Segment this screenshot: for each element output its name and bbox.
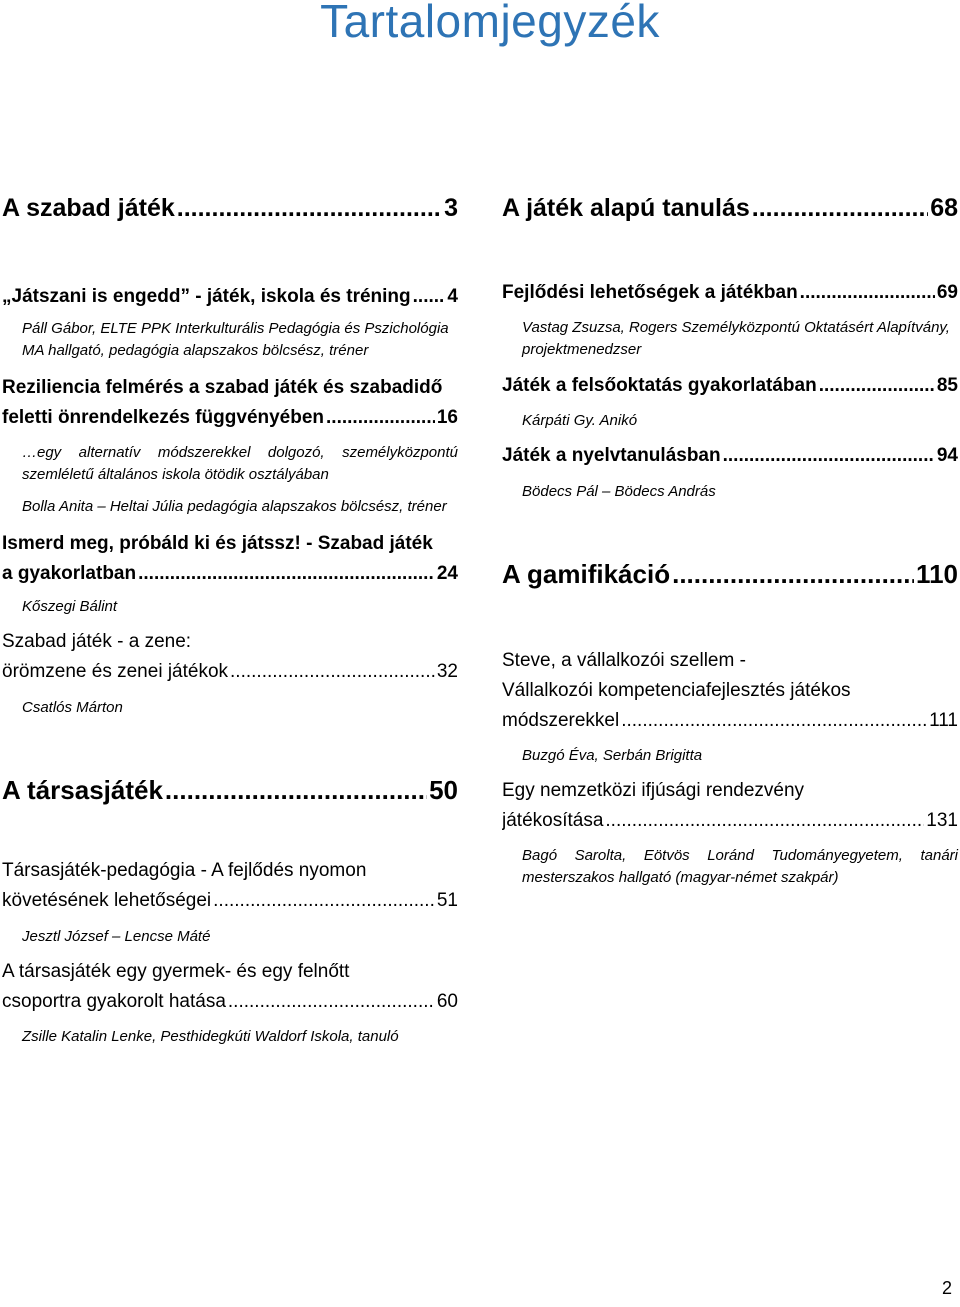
toc-entry-title: csoportra gyakorolt hatása: [2, 991, 226, 1012]
toc-entry-szabad-jatek-zene[interactable]: [2, 627, 458, 687]
toc-section-title: A gamifikáció: [502, 559, 671, 589]
toc-author: Buzgó Éva, Serbán Brigitta: [522, 747, 703, 764]
note-line: szemléletű általános iskola ötödik osztályában: [22, 466, 329, 483]
author-line: projektmenedzser: [522, 341, 642, 358]
page-number: 2: [941, 1278, 952, 1298]
toc-page-number: 3: [444, 194, 458, 222]
toc-section-title: A szabad játék: [2, 194, 175, 222]
toc-leader: [165, 775, 427, 805]
toc-entry-title: A társasjáték egy gyermek- és egy felnőtt: [2, 961, 350, 982]
toc-section-title: A társasjáték: [2, 775, 163, 805]
toc-author: Csatlós Márton: [22, 699, 123, 716]
toc-leader: [621, 706, 927, 736]
toc-page-number: 111: [929, 710, 958, 731]
toc-leader: [605, 806, 924, 836]
toc-author: Kőszegi Bálint: [22, 598, 118, 615]
toc-entry-title: „Játszani is engedd” - játék, iskola és tréning: [2, 286, 411, 307]
toc-page-number: 4: [447, 286, 458, 307]
toc-section-title: A játék alapú tanulás: [502, 194, 750, 222]
toc-entry-title: követésének lehetőségei: [2, 890, 212, 911]
toc-entry-tarsasjatek-pedagogia[interactable]: [2, 856, 458, 916]
toc-section-tarsasjatek[interactable]: [2, 775, 458, 805]
toc-page-number: 16: [436, 407, 458, 428]
toc-author: [22, 318, 458, 362]
toc-page-number: 50: [429, 775, 458, 805]
toc-entry-ismerd-meg[interactable]: [2, 529, 458, 589]
toc-entry-title: feletti önrendelkezés függvényében: [2, 407, 325, 428]
toc-entry-title: Egy nemzetközi ifjúsági rendezvény: [502, 780, 805, 801]
toc-section-gamifikacio[interactable]: [502, 559, 958, 589]
toc-entry-title: Ismerd meg, próbáld ki és játssz! - Szabad játék: [2, 533, 433, 554]
toc-entry-title: Szabad játék - a zene:: [2, 631, 192, 652]
author-line: MA hallgató, pedagógia alapszakos bölcsész, tréner: [22, 342, 369, 359]
toc-entry-line: [2, 373, 458, 403]
toc-entry-nyelvtanulas[interactable]: [502, 441, 958, 471]
toc-page-number: 51: [436, 890, 458, 911]
toc-entry-title: Játék a felsőoktatás gyakorlatában: [502, 375, 817, 396]
toc-leader: [800, 278, 935, 308]
toc-section-jatek-alapu-tanulas[interactable]: [502, 193, 958, 223]
toc-entry-title: Reziliencia felmérés a szabad játék és szabadidő: [2, 377, 443, 398]
toc-author: Zsille Katalin Lenke, Pesthidegkúti Waldorf Iskola, tanuló: [22, 1028, 399, 1045]
author-line: mesterszakos hallgató (magyar-német szakpár): [522, 869, 839, 886]
toc-entry-title: a gyakorlatban: [2, 563, 137, 584]
toc-leader: [723, 441, 935, 471]
toc-page-number: 131: [926, 810, 958, 831]
toc-note: [22, 442, 458, 486]
toc-author: Kárpáti Gy. Anikó: [522, 412, 638, 429]
toc-page-number: 69: [936, 282, 958, 303]
toc-page-number: 60: [436, 991, 458, 1012]
toc-leader: [230, 657, 435, 687]
toc-section-szabad-jatek[interactable]: [2, 193, 458, 223]
toc-entry-title: módszerekkel: [502, 710, 620, 731]
toc-entry-felsooktatas[interactable]: [502, 371, 958, 401]
toc-page-number: 85: [936, 375, 958, 396]
author-line: Bagó Sarolta, Eötvös Loránd Tudományegyetem, tanári: [522, 847, 958, 864]
toc-page-number: 110: [916, 559, 958, 589]
toc-page-number: 24: [436, 563, 458, 584]
toc-page-number: 32: [436, 661, 458, 682]
toc-entry-title: Vállalkozói kompetenciafejlesztés játékos: [502, 680, 851, 701]
toc-leader: [138, 559, 435, 589]
toc-leader: [819, 371, 935, 401]
toc-leader: [228, 987, 435, 1017]
toc-entry-tarsasjatek-hatasa[interactable]: [2, 957, 458, 1017]
toc-page-number: 68: [930, 194, 958, 222]
toc-author: [522, 845, 958, 889]
toc-leader: [672, 559, 914, 589]
note-line: …egy alternatív módszerekkel dolgozó, személyközpontú: [22, 444, 458, 461]
toc-entry-ifjusagi[interactable]: [502, 776, 958, 836]
page-title: Tartalomjegyzék: [320, 0, 660, 47]
toc-leader: [177, 193, 442, 223]
toc-entry-title: játékosítása: [502, 810, 604, 831]
toc-leader: [752, 193, 928, 223]
toc-author: [522, 317, 958, 361]
toc-entry-reziliencia[interactable]: [2, 373, 458, 433]
toc-entry-jatszani[interactable]: [2, 282, 458, 312]
author-line: Vastag Zsuzsa, Rogers Személyközpontú Oktatásért Alapítvány,: [522, 319, 950, 336]
toc-entry-title: Társasjáték-pedagógia - A fejlődés nyomon: [2, 860, 367, 881]
toc-author: Bödecs Pál – Bödecs András: [522, 483, 716, 500]
toc-author: Bolla Anita – Heltai Júlia pedagógia alapszakos bölcsész, tréner: [22, 498, 447, 515]
toc-entry-title: Játék a nyelvtanulásban: [502, 445, 721, 466]
toc-entry-steve[interactable]: [502, 646, 958, 736]
toc-leader: [213, 886, 435, 916]
toc-leader: [326, 403, 435, 433]
toc-entry-title: Fejlődési lehetőségek a játékban: [502, 282, 798, 303]
author-line: Páll Gábor, ELTE PPK Interkulturális Pedagógia és Pszichológia: [22, 320, 449, 337]
toc-page-number: 94: [936, 445, 958, 466]
toc-entry-title: Steve, a vállalkozói szellem -: [502, 650, 746, 671]
toc-author: Jesztl József – Lencse Máté: [22, 928, 211, 945]
toc-leader: [413, 282, 446, 312]
toc-entry-title: örömzene és zenei játékok: [2, 661, 229, 682]
toc-entry-fejlodesi[interactable]: [502, 278, 958, 308]
